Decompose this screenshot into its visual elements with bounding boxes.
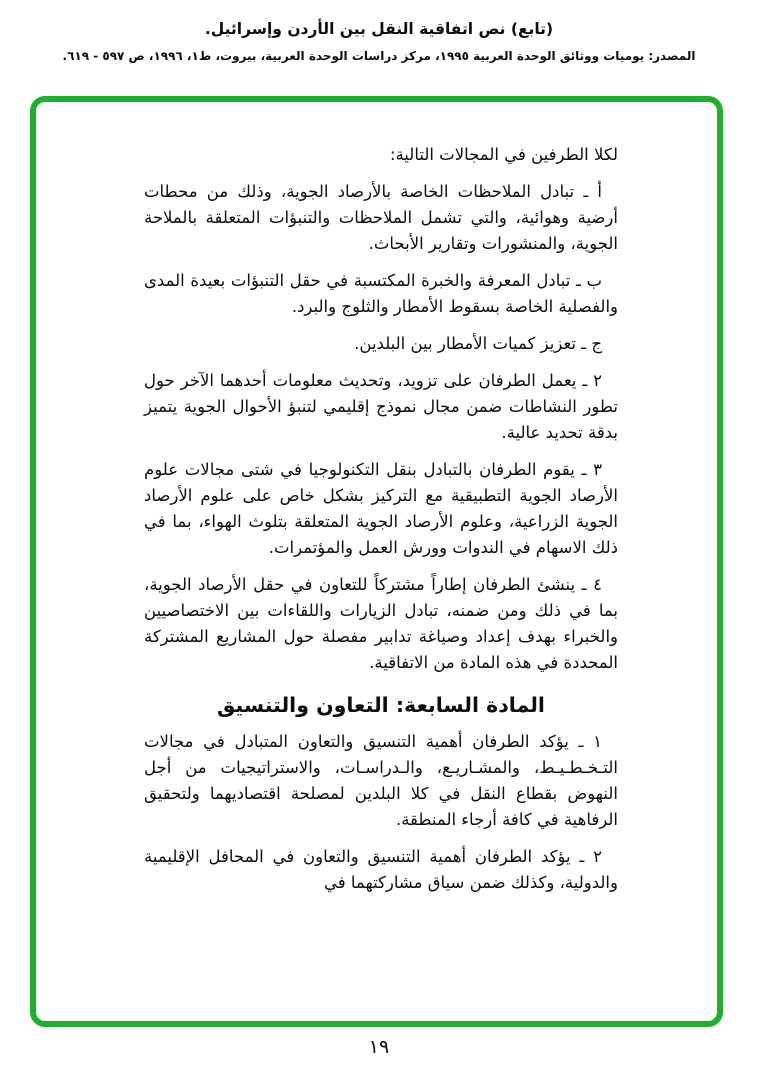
page-footer <box>0 1036 758 1058</box>
clause-3: ٣ ـ يقوم الطرفان بالتبادل بنقل التكنولوجيا في شتى مجالات علوم الأرصاد الجوية التطبيقية مع التركيز بشكل خاص على علوم الأرصاد الجوية الزراعية، وعلوم الأرصاد الجوية المتعلقة بتلوث الهواء، بما في ذلك الاسهام في الندوات وورش العمل والمؤتمرات. <box>144 460 618 557</box>
doc-title: (تابع) نص اتفاقية النقل بين الأردن وإسرائيل. <box>204 20 554 38</box>
clause-item-b: ب ـ تبادل المعرفة والخبرة المكتسبة في حقل التنبؤات بعيدة المدى والفصلية الخاصة بسقوط الأمطار والثلوج والبرد. <box>144 271 618 316</box>
doc-header <box>0 20 758 63</box>
article7-clause-1: ١ ـ يؤكد الطرفان أهمية التنسيق والتعاون المتبادل في مجالات التـخـطـيـط، والمشـاريـع، والـدراسـات، والاستراتيجيات من أجل النهوض بقطاع النقل في كلا البلدين لمصلحة اقتصاديهما ولتحقيق الرفاهية في كافة أرجاء المنطقة. <box>144 732 618 829</box>
clause-4: ٤ ـ ينشئ الطرفان إطاراً مشتركاً للتعاون في حقل الأرصاد الجوية، بما في ذلك ومن ضمنه، تبادل الزيارات واللقاءات بين الاختصاصيين والخبراء بهدف إعداد وصياغة تدابير مفصلة حول المشاريع المشتركة المحددة في هذه المادة من الاتفاقية. <box>144 575 618 672</box>
article-seven-heading: المادة السابعة: التعاون والتنسيق <box>217 693 545 717</box>
doc-source-line: المصدر: يوميات ووثائق الوحدة العربية ١٩٩٥، مركز دراسات الوحدة العربية، بيروت، ط١، ١٩٩٦، ص ٥٩٧ - ٦١٩. <box>62 49 696 63</box>
article-text-block <box>144 142 618 896</box>
continuation-line: لكلا الطرفين في المجالات التالية: <box>389 145 618 164</box>
clause-item-a: أ ـ تبادل الملاحظات الخاصة بالأرصاد الجوية، وذلك من محطات أرضية وهوائية، والتي تشمل الملاحظات والتنبؤات المتعلقة بالملاحة الجوية، والمنشورات وتقارير الأبحاث. <box>144 182 618 253</box>
clause-item-c: ج ـ تعزيز كميات الأمطار بين البلدين. <box>354 334 602 353</box>
clause-2: ٢ ـ يعمل الطرفان على تزويد، وتحديث معلومات أحدهما الآخر حول تطور النشاطات ضمن مجال نموذج إقليمي لتنبؤ الأحوال الجوية يتميز بدقة تحديد عالية. <box>144 371 618 442</box>
green-frame <box>30 96 723 1027</box>
page-number: ١٩ <box>368 1036 390 1058</box>
article7-clause-2: ٢ ـ يؤكد الطرفان أهمية التنسيق والتعاون في المحافل الإقليمية والدولية، وكذلك ضمن سياق مشاركتهما في <box>144 847 618 892</box>
